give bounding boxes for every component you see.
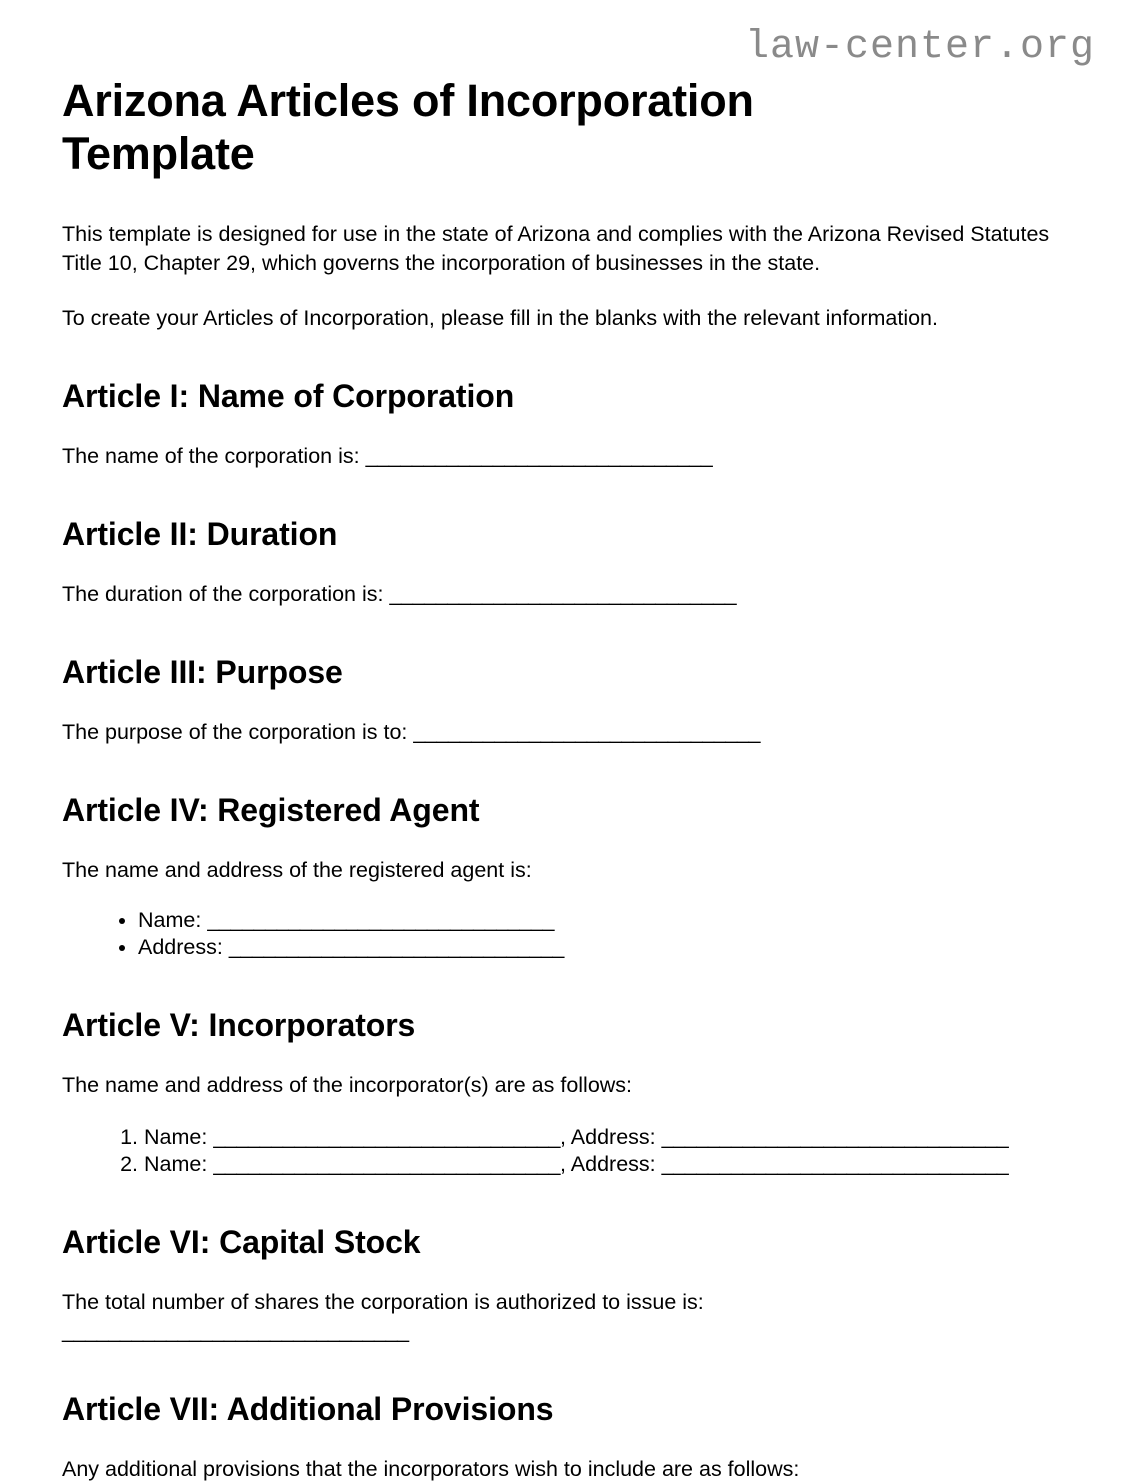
- intro-paragraph-1: This template is designed for use in the state of Arizona and complies with the Arizona Revised Statutes Title 10, Chapter 29, which governs the incorporation of businesses in the state.: [62, 222, 1050, 275]
- list-item: [144, 1151, 1071, 1179]
- intro-paragraph-2: To create your Articles of Incorporation, please fill in the blanks with the relevant information.: [62, 306, 938, 331]
- agent-name-label: Name:: [138, 907, 208, 932]
- agent-address-blank[interactable]: _____________________________: [228, 935, 564, 960]
- article-1-label: The name of the corporation is:: [62, 444, 366, 469]
- incorporator-1-address-blank[interactable]: ______________________________: [661, 1124, 1009, 1149]
- registered-agent-list: [62, 907, 1071, 962]
- incorporator-1-name-blank[interactable]: ______________________________: [213, 1124, 561, 1149]
- article-2-blank[interactable]: ______________________________: [389, 582, 737, 607]
- incorporator-1-address-label: , Address:: [560, 1124, 662, 1149]
- article-3-label: The purpose of the corporation is to:: [62, 720, 414, 745]
- incorporator-2-address-label: , Address:: [560, 1152, 662, 1177]
- article-2-heading: Article II: Duration: [62, 515, 338, 552]
- article-7-heading: Article VII: Additional Provisions: [62, 1390, 554, 1427]
- article-4-label: The name and address of the registered agent is:: [62, 858, 532, 883]
- article-3-heading: Article III: Purpose: [62, 653, 343, 690]
- article-1-body: [62, 442, 1071, 471]
- site-watermark: law-center.org: [744, 25, 1095, 70]
- article-7-label: Any additional provisions that the incorporators wish to include are as follows:: [62, 1456, 800, 1481]
- incorporators-list: [62, 1124, 1071, 1179]
- article-6-blank[interactable]: ______________________________: [62, 1318, 409, 1343]
- list-item: [144, 1124, 1071, 1152]
- article-5-label: The name and address of the incorporator(s) are as follows:: [62, 1073, 633, 1098]
- incorporator-2-address-blank[interactable]: ______________________________: [661, 1152, 1009, 1177]
- article-4-heading: Article IV: Registered Agent: [62, 791, 480, 828]
- article-5-heading: Article V: Incorporators: [62, 1006, 416, 1043]
- article-1-heading: Article I: Name of Corporation: [62, 377, 515, 414]
- article-2-body: [62, 580, 1071, 609]
- article-1-blank[interactable]: ______________________________: [365, 444, 713, 469]
- list-item: [138, 934, 1071, 962]
- incorporator-1-name-label: Name:: [144, 1124, 214, 1149]
- incorporator-2-name-blank[interactable]: ______________________________: [213, 1152, 561, 1177]
- article-6-heading: Article VI: Capital Stock: [62, 1223, 421, 1260]
- list-item: [138, 907, 1071, 935]
- agent-name-blank[interactable]: ______________________________: [207, 907, 555, 932]
- article-3-body: [62, 718, 1071, 747]
- incorporator-2-name-label: Name:: [144, 1152, 214, 1177]
- article-3-blank[interactable]: ______________________________: [413, 720, 761, 745]
- agent-address-label: Address:: [138, 935, 229, 960]
- article-2-label: The duration of the corporation is:: [62, 582, 390, 607]
- article-6-label: The total number of shares the corporation is authorized to issue is:: [62, 1290, 704, 1315]
- article-6-body: [62, 1288, 942, 1345]
- page-title: Arizona Articles of Incorporation Template: [62, 75, 754, 180]
